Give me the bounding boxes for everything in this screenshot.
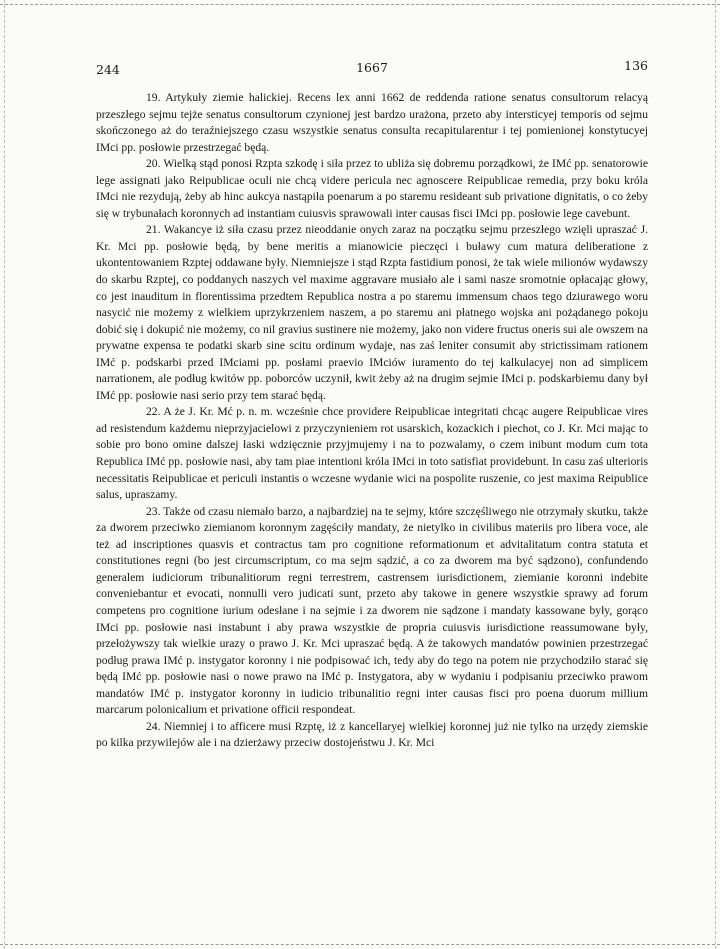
paragraph-20: 20. Wielką stąd ponosi Rzpta szkodę i siła przez to ubliża się dobremu porządkowi, że IMć pp. senatorowie lege assignati jako Reipublicae oculi nie chcą videre pericula nec agnoscere Reipublicae remedia, przy boku króla IMci nie rezydują, żeby ab hinc aukcya nastąpiła poenarum a po staremu resideant sub privatione dignitatis, o co żeby się w trybunałach koronnych ad instantiam cuiusvis sprawowali inter causas fisci IMci pp. posłowie lege cavebunt. bbox=[96, 157, 648, 220]
scan-edge-right bbox=[715, 0, 716, 949]
paragraph-24: 24. Niemniej i to afficere musi Rzptę, iż z kancellaryej wielkiej koronnej już nie tylko na urzędy ziemskie po kilka przywilejów ale i na dzierżawy przeciw dostojeństwu J. Kr. Mci bbox=[96, 719, 648, 750]
scan-edge-top bbox=[0, 4, 720, 5]
page-number-right: 136 bbox=[624, 58, 648, 73]
scan-edge-left bbox=[4, 0, 5, 949]
scan-edge-bottom bbox=[0, 944, 720, 945]
page-header bbox=[96, 58, 648, 78]
paragraph-23: 23. Także od czasu niemało barzo, a najbardziej na te sejmy, które szczęśliwego nie otrzymały skutku, także za dworem przeciwko ziemianom koronnym zagęściły mandaty, że nietylko in civilibus materiis pro libera voce, ale też ad inscriptiones quasvis et contractus tam pro cognitione reformationum et advitalitatum contra statuta et constitutiones regni (bo jest circumscriptum, co ma sejm sądzić, a co za dworem ma być sądzono), confundendo generalem iudiciorum tribunalitiorum regni terrestrem, castrensem iurisdictionem, ziemianie koronni indebite conveniebantur et evocati, nonnulli vero judicati sunt, przeto aby takowe in genere wszystkie sprawy ad forum competens pro cognitione iurium odesłane i na sejmie i za dworem nie sądzone i mandaty kassowane były, gorąco IMci pp. posłowie nasi instabunt i aby prawa wszystkie de propria cuiusvis iurisdictione reassumowane były, przełożywszy tak wielkie urazy o prawo J. Kr. Mci upraszać będą. A że takowych mandatów powinien przestrzegać podług prawa IMć p. instygator koronny i nie podpisować ich, tedy aby do tego na potem nie przychodziło starać się będą IMć pp. posłowie nasi o nowe prawo na IMć p. Instygatora, aby w wydaniu i podpisaniu przeciwko prawom mandatów IMć p. instygator koronny in iudicio tribunalitio regni inter causas fisci pro poena duorum millium marcarum polonicalium et privatione officii respondeat. bbox=[96, 504, 648, 717]
header-year: 1667 bbox=[356, 60, 388, 75]
paragraph-22: 22. A że J. Kr. Mć p. n. m. wcześnie chce providere Reipublicae integritati chcąc augere Reipublicae vires ad resistendum każdemu nieprzyjacielowi z przyczynieniem rot usarskich, kozackich i piechot, co J. Kr. Mci mając to sobie pro bono omine dalszej łaski wdzięcznie przyjmujemy i na to pozwalamy, o czem inibunt modum cum tota Republica IMć pp. posłowie nasi, aby tam piae intentioni króla IMci in toto satisfiat providebunt. In casu zaś ulterioris necessitatis Reipublicae et periculi instantis o wczesne wydanie wici na pospolite ruszenie, co jest maxima Reipublice salus, upraszamy. bbox=[96, 405, 648, 502]
paragraph-19: 19. Artykuły ziemie halickiej. Recens lex anni 1662 de reddenda ratione senatus consultorum relacyą przeszłego sejmu tejże senatus consultorum czynionej jest bardzo urażona, przeto aby intersticyej temporis od sejmu skończonego aż do teraźniejszego czasu wszystkie senatus consulta recapitularentur i tej pomienionej konstytucyej IMci pp. posłowie przestrzegać będą. bbox=[96, 91, 648, 154]
paragraph-21: 21. Wakancye iż siła czasu przez nieoddanie onych zaraz na początku sejmu przeszłego wzięli upraszać J. Kr. Mci pp. posłowie będą, by bene meritis a mianowicie pieczęci i buławy cum matura deliberatione z ukontentowaniem Rzptej oddawane były. Niemniejsze i stąd Rzpta fastidium ponosi, że tak wiele milionów wydawszy do skarbu Rzptej, co poddanych naszych vel maxime aggravare musiało ale i sami nasze sromotnie opłacając głowy, co jest inauditum in florentissima przedtem Republica nostra a po staremu immensum chaos tego dziurawego woru nasycić nie możemy z wielkiem uprzykrzeniem naszem, a po staremu ani płatnego wojska ani pożądanego pokoju dobić się i dokupić nie możemy, co nil gravius sustinere nie możemy, jako non videre fructus oneris sui ale owszem na prywatne expensa te podatki skarb sine scitu ordinum wydaje, nas zaś leniter consumit aby strictissimam rationem IMć p. podskarbi przed IMciami pp. posłami praevio IMciów iuramento do tej kalkulacyej non ad simplicem narrationem, ale podług kwitów pp. poborców uczynił, kwit żeby aż na drugim sejmie IMci p. podskarbiemu dany był IMć pp. posłowie nasi serio przy tem starać będą. bbox=[96, 223, 648, 402]
page-number-left: 244 bbox=[96, 62, 120, 77]
document-body bbox=[96, 90, 648, 752]
